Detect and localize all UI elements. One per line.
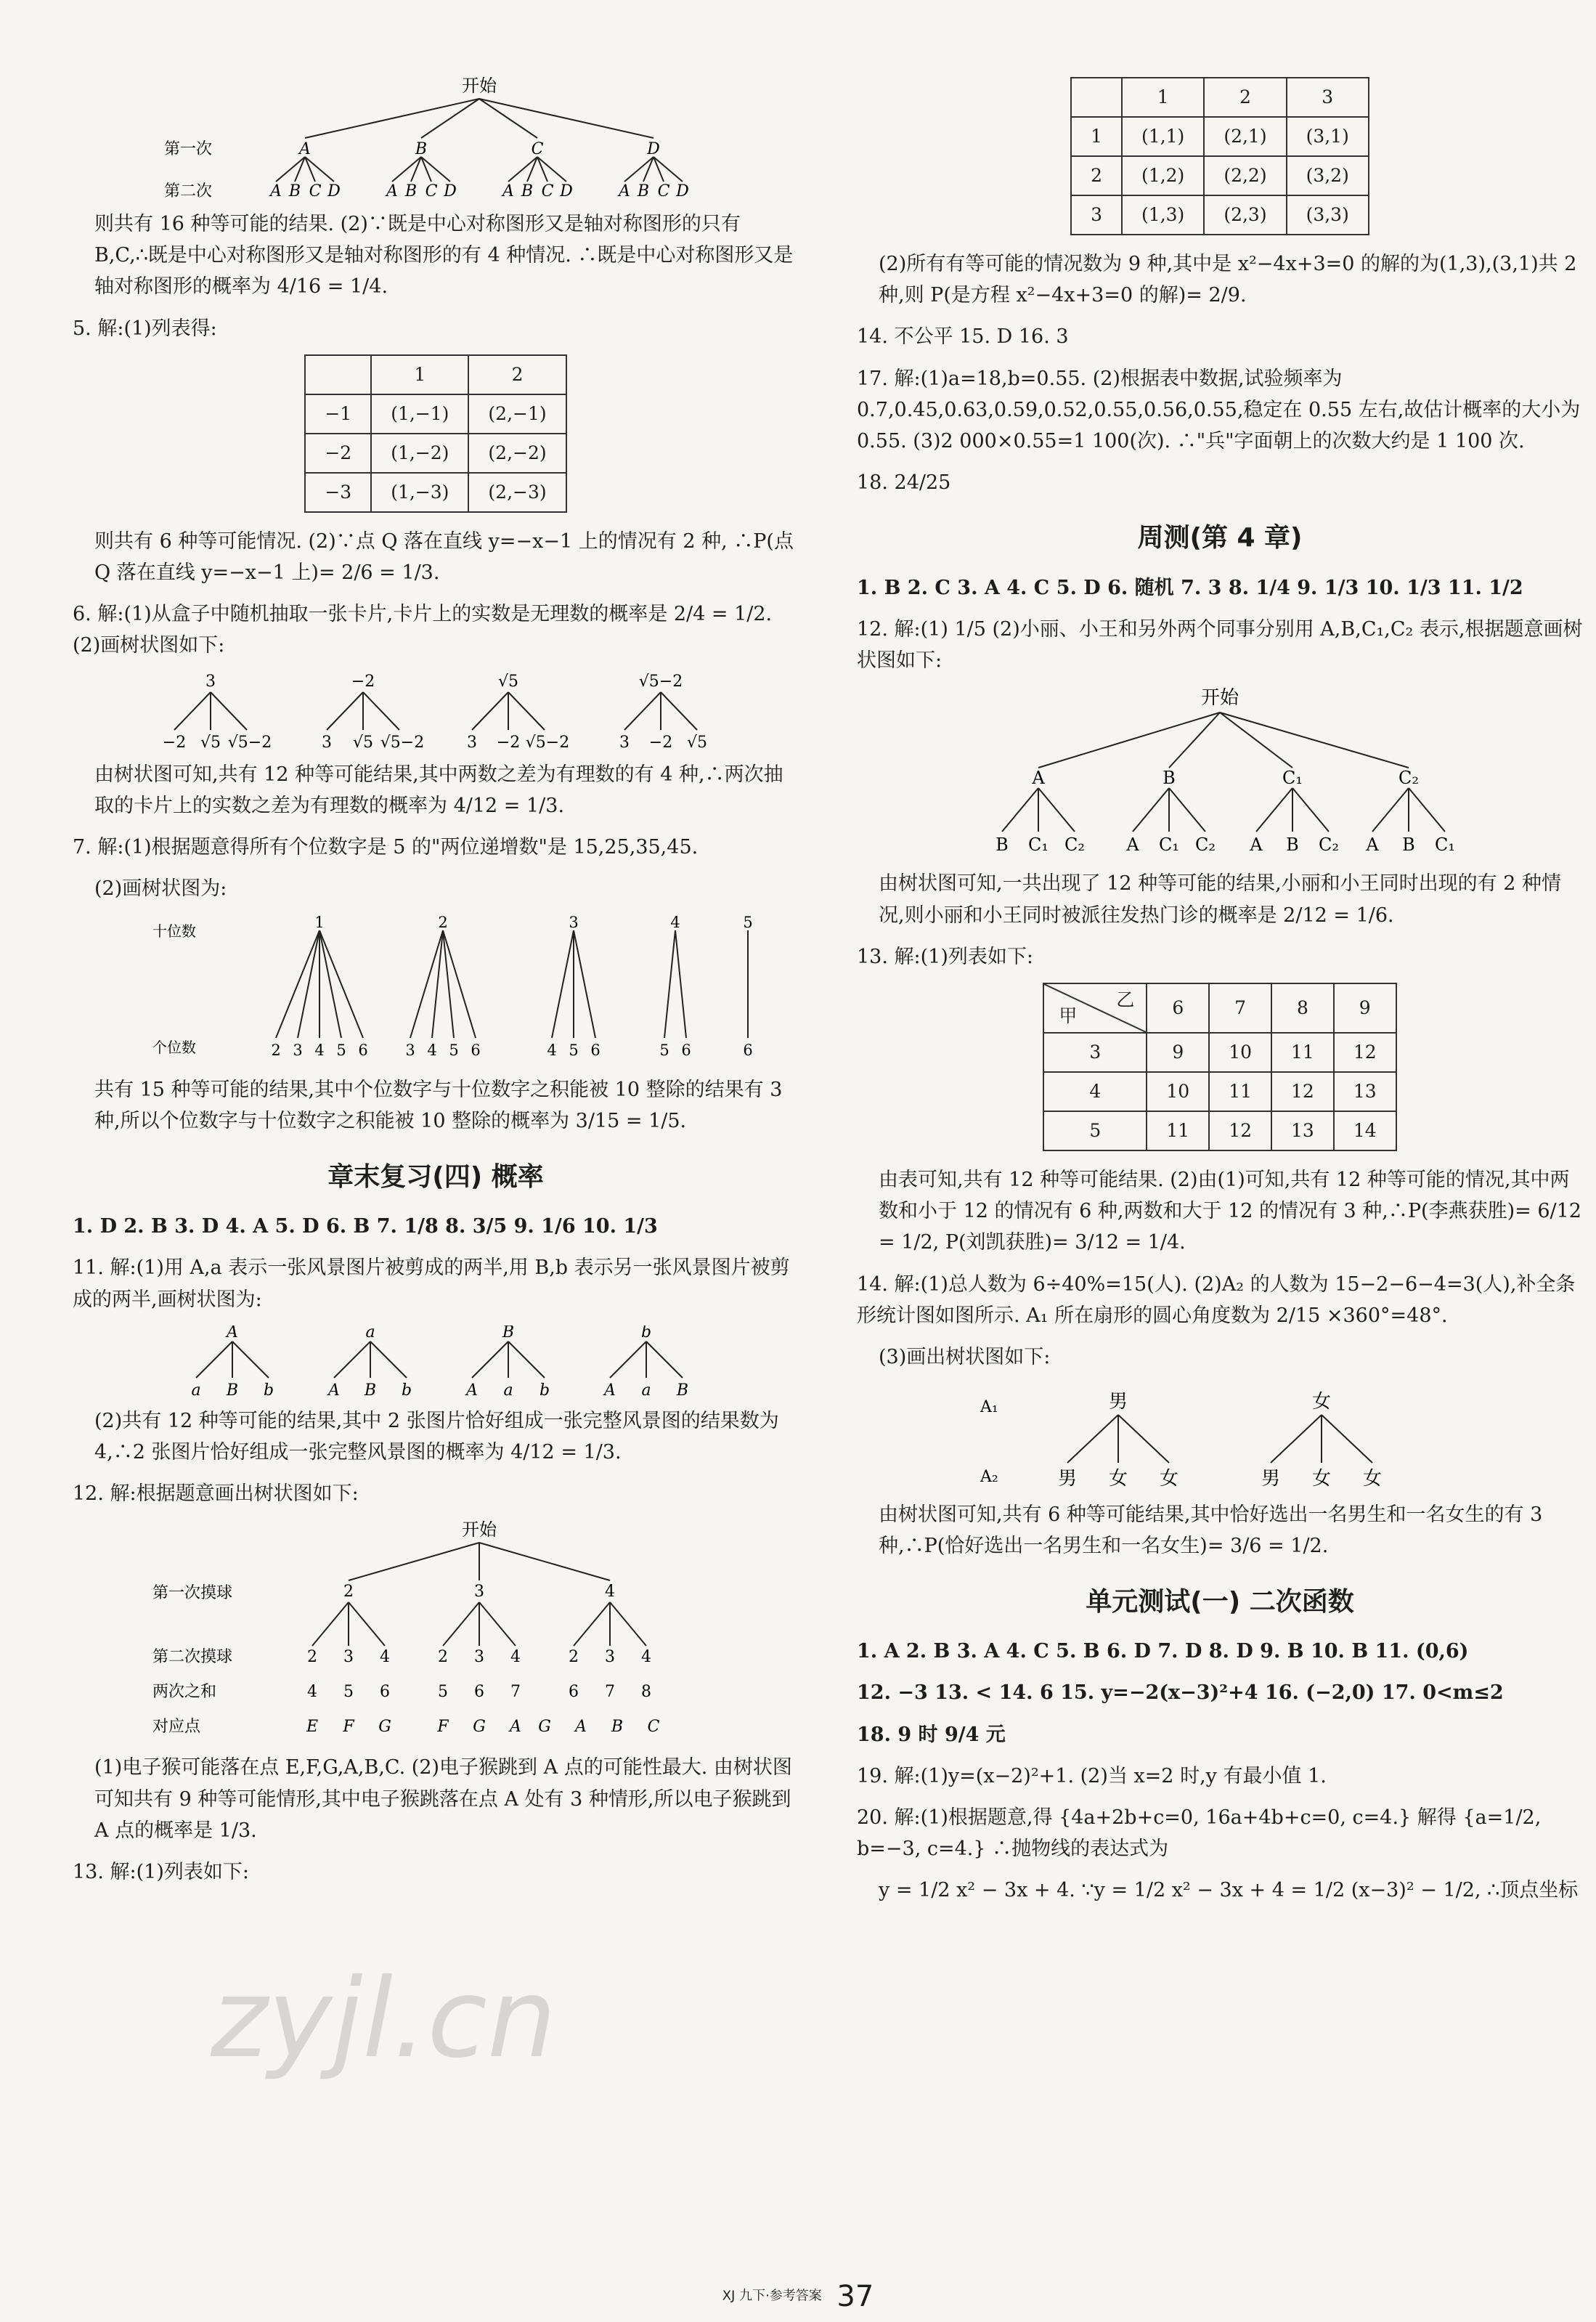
question-14: 14. 解:(1)总人数为 6÷40%=15(人). (2)A₂ 的人数为 15−2−6−4=3(人),补全条形统计图如图所示. A₁ 所在扇形的圆心角度数为 2/15 ×360°=48°. <box>857 1272 1576 1327</box>
tree-node: √5−2 <box>380 733 425 752</box>
tree-node: C <box>541 182 554 200</box>
right-column <box>857 70 1583 1916</box>
tree-node: A <box>619 182 630 200</box>
tree-node: A <box>604 1381 616 1398</box>
table-cell: 12 <box>1271 1072 1334 1111</box>
tree-node: 4 <box>510 1648 521 1667</box>
tree-node: 女 <box>1159 1468 1179 1490</box>
table-cell: 7 <box>1209 983 1271 1033</box>
answer-paragraph: (2)所有有等可能的情况数为 9 种,其中是 x²−4x+3=0 的解的为(1,3),(3,1)共 2 种,则 P(是方程 x²−4x+3=0 的解)= 2/9. <box>879 253 1577 307</box>
tree-node: 6 <box>358 1042 368 1060</box>
tree-node: 3 <box>293 1042 303 1060</box>
table-cell: (3,1) <box>1287 117 1369 156</box>
tree-node: 3 <box>474 1648 484 1667</box>
table-cell: 12 <box>1209 1111 1271 1150</box>
tree-node: C <box>531 140 544 158</box>
footer-label: XJ 九下·参考答案 <box>722 2288 822 2304</box>
question-19: 19. 解:(1)y=(x−2)²+1. (2)当 x=2 时,y 有最小值 1. <box>857 1764 1327 1787</box>
table-cell: 12 <box>1334 1033 1396 1072</box>
table-cell <box>1071 78 1122 117</box>
tree-node: A <box>1366 835 1379 856</box>
tree-node: b <box>401 1381 412 1398</box>
tree-node: 男 <box>1261 1468 1281 1490</box>
table-cell: 10 <box>1209 1033 1271 1072</box>
tree-node: 8 <box>641 1683 651 1702</box>
table-cell: (2,1) <box>1204 117 1286 156</box>
tree-node: A <box>1126 835 1139 856</box>
table-row <box>305 394 566 434</box>
tree-node: B <box>1163 768 1176 789</box>
table-cell: (2,−2) <box>468 434 566 473</box>
multiple-choice-answers: 1. B 2. C 3. A 4. C 5. D 6. 随机 7. 3 8. 1/4 9. 1/3 10. 1/3 11. 1/2 <box>857 576 1523 599</box>
section-title: 周测(第 4 章) <box>1137 523 1303 553</box>
tree-node: 5 <box>743 914 753 932</box>
tree-node: B <box>1402 835 1415 856</box>
tree-node: B <box>1286 835 1299 856</box>
tree-node: 女 <box>1311 1391 1332 1413</box>
tree-node: a <box>641 1381 651 1398</box>
tree-node: C₁ <box>1435 835 1455 856</box>
table-q13a <box>1070 77 1369 235</box>
table-cell: 2 <box>1071 156 1122 195</box>
tree-node: a <box>503 1381 513 1398</box>
tree-node: F <box>343 1718 354 1737</box>
tree-node: A <box>510 1718 521 1737</box>
tree-node: 6 <box>590 1042 600 1060</box>
tree-node: 2 <box>438 914 448 932</box>
tree-label: 个位数 <box>152 1039 196 1057</box>
table-cell: 1 <box>1122 78 1204 117</box>
table-cell: (1,−1) <box>371 394 468 434</box>
tree-node: √5 <box>352 733 374 752</box>
table-cell: (1,1) <box>1122 117 1204 156</box>
table-row <box>1071 78 1369 117</box>
tree-node: √5−2 <box>638 672 683 691</box>
tree-node: √5 <box>497 672 519 691</box>
tree-node: 1 <box>314 914 325 932</box>
answer-paragraph: 由树状图可知,共有 6 种等可能结果,其中恰好选出一名男生和一名女生的有 3 种,∴P(恰好选出一名男生和一名女生)= 3/6 = 1/2. <box>879 1503 1543 1558</box>
table-corner-cell <box>1043 983 1147 1033</box>
tree-node: √5−2 <box>525 733 570 752</box>
tree-node: A <box>270 182 282 200</box>
table-cell: (1,−3) <box>371 473 468 512</box>
tree-node: −2 <box>162 733 187 752</box>
tree-node: B <box>288 182 301 200</box>
tree-node: 4 <box>380 1648 390 1667</box>
tree-label: 两次之和 <box>152 1683 217 1702</box>
table-cell: 14 <box>1334 1111 1396 1150</box>
answer-paragraph: 由树状图可知,共有 12 种等可能结果,其中两数之差为有理数的有 4 种,∴两次抽取的卡片上的实数之差为有理数的概率为 4/12 = 1/3. <box>94 763 783 817</box>
table-cell: (1,−2) <box>371 434 468 473</box>
answer-paragraph: 则共有 6 种等可能情况. (2)∵点 Q 落在直线 y=−x−1 上的情况有 2 种, ∴P(点 Q 落在直线 y=−x−1 上)= 2/6 = 1/3. <box>94 529 794 584</box>
table-cell: (2,3) <box>1204 195 1286 235</box>
tree-node: −2 <box>351 672 375 691</box>
table-cell: 5 <box>1043 1111 1147 1150</box>
tree-root: 开始 <box>462 1519 497 1540</box>
tree-node: A <box>299 140 311 158</box>
table-row <box>1071 156 1369 195</box>
question-12: 12. 解:(1) 1/5 (2)小丽、小王和另外两个同事分别用 A,B,C₁,C₂ 表示,根据题意画树状图如下: <box>857 618 1583 673</box>
tree-node: D <box>327 182 341 200</box>
table-cell: 9 <box>1147 1033 1209 1072</box>
table-cell: −3 <box>305 473 371 512</box>
tree-node: C <box>309 182 322 200</box>
table-cell: 4 <box>1043 1072 1147 1111</box>
table-cell: 11 <box>1147 1111 1209 1150</box>
table-cell: 2 <box>1204 78 1286 117</box>
question-13: 13. 解:(1)列表如下: <box>857 945 1033 968</box>
table-cell: −2 <box>305 434 371 473</box>
tree-node: D <box>676 182 689 200</box>
tree-node: 3 <box>569 914 579 932</box>
tree-node: G <box>378 1718 391 1737</box>
tree-node: C₂ <box>1319 835 1339 856</box>
tree-node: A <box>466 1381 478 1398</box>
tree-node: F <box>437 1718 449 1737</box>
tree-node: 2 <box>343 1583 354 1602</box>
page-footer <box>0 2273 1596 2320</box>
question-12: 12. 解:根据题意画出树状图如下: <box>73 1482 359 1506</box>
answer-paragraph: 由树状图可知,一共出现了 12 种等可能的结果,小丽和小王同时出现的有 2 种情况,则小丽和小王同时被派往发热门诊的概率是 2/12 = 1/6. <box>879 872 1562 927</box>
tree-node: C₂ <box>1398 768 1419 789</box>
tree-node: √5−2 <box>227 733 272 752</box>
table-cell: (1,3) <box>1122 195 1204 235</box>
answer-paragraph: 共有 15 种等可能的结果,其中个位数字与十位数字之积能被 10 整除的结果有 3 种,所以个位数字与十位数字之积能被 10 整除的概率为 3/15 = 1/5. <box>94 1079 783 1133</box>
table-cell <box>305 355 371 394</box>
tree-label: 第二次摸球 <box>152 1648 233 1667</box>
table-cell: 2 <box>468 355 566 394</box>
tree-node: 2 <box>307 1648 317 1667</box>
tree-node: A <box>1032 768 1045 789</box>
tree-node: a <box>191 1381 201 1398</box>
question-7: 7. 解:(1)根据题意得所有个位数字是 5 的"两位递增数"是 15,25,35,45. <box>73 835 699 858</box>
tree-node: B <box>676 1381 689 1398</box>
tree-node: G <box>538 1718 551 1737</box>
tree-node: B <box>502 1325 515 1341</box>
tree-node: C <box>647 1718 660 1737</box>
page-number: 37 <box>836 2280 874 2313</box>
tree-node: D <box>647 140 660 158</box>
table-cell: 8 <box>1271 983 1334 1033</box>
tree-node: E <box>306 1718 319 1737</box>
tree-node: A <box>502 182 514 200</box>
watermark: zyjl.cn <box>211 1956 557 2082</box>
table-cell: (3,2) <box>1287 156 1369 195</box>
table-cell: (2,−1) <box>468 394 566 434</box>
table-cell: 13 <box>1271 1111 1334 1150</box>
section-title: 单元测试(一) 二次函数 <box>1086 1586 1354 1617</box>
tree-node: 6 <box>681 1042 691 1060</box>
table-cell: 11 <box>1271 1033 1334 1072</box>
answer-paragraph: 则共有 16 种等可能的结果. (2)∵既是中心对称图形又是轴对称图形的只有 B,C,∴既是中心对称图形又是轴对称图形的有 4 种情况. ∴既是中心对称图形又是轴对称图形的概率为 4/16 = 1/4. <box>94 213 794 299</box>
tree-node: 女 <box>1108 1468 1128 1490</box>
tree-node: 男 <box>1057 1468 1078 1490</box>
tree-node: √5 <box>686 733 708 752</box>
table-row <box>305 434 566 473</box>
corner-label-top: 乙 <box>1116 989 1135 1011</box>
tree-label: 对应点 <box>152 1718 201 1737</box>
tree-node: 4 <box>670 914 680 932</box>
tree-q11 <box>160 1326 712 1398</box>
table-cell: 13 <box>1334 1072 1396 1111</box>
tree-node: C₂ <box>1064 835 1085 856</box>
tree-node: B <box>611 1718 624 1737</box>
tree-node: B <box>637 182 650 200</box>
answer-paragraph: 17. 解:(1)a=18,b=0.55. (2)根据表中数据,试验频率为 0.7,0.45,0.63,0.59,0.52,0.55,0.56,0.55,稳定在 0.55 左右,故估计概率的大小为 0.55. (3)2 000×0.55=1 100(次). ∴"兵"字面朝上的次数大约是 1 100 次. <box>857 367 1581 452</box>
table-cell: 10 <box>1147 1072 1209 1111</box>
answer-paragraph: 由表可知,共有 12 种等可能结果. (2)由(1)可知,共有 12 种等可能的情况,其中两数和小于 12 的情况有 6 种,两数和大于 12 的情况有 3 种,∴P(李燕获胜)= 6/12 = 1/2, P(刘凯获胜)= 3/12 = 1/4. <box>879 1169 1581 1254</box>
tree-node: C <box>425 182 438 200</box>
tree-node: b <box>640 1325 652 1341</box>
tree-node: 3 <box>605 1648 615 1667</box>
tree-top-row1-label: 第一次 <box>164 140 213 158</box>
tree-node: 4 <box>641 1648 651 1667</box>
tree-node: 男 <box>1108 1391 1128 1413</box>
answer-paragraph: (2)共有 12 种等可能的结果,其中 2 张图片恰好组成一张完整风景图的结果数为 4,∴2 张图片恰好组成一张完整风景图的概率为 4/12 = 1/3. <box>94 1409 779 1464</box>
tree-node: 3 <box>322 733 332 752</box>
table-cell: 3 <box>1287 78 1369 117</box>
tree-node: 3 <box>343 1648 354 1667</box>
tree-node: 6 <box>471 1042 481 1060</box>
table-cell: 9 <box>1334 983 1396 1033</box>
tree-node: 6 <box>569 1683 579 1702</box>
tree-node: 6 <box>743 1042 753 1060</box>
tree-root: 开始 <box>1200 687 1239 710</box>
fill-blank-answers: 12. −3 13. < 14. 6 15. y=−2(x−3)²+4 16. (−2,0) 17. 0<m≤2 <box>857 1681 1504 1705</box>
fill-blank-answers: 18. 9 时 9/4 元 <box>857 1723 1006 1746</box>
tree-node: 5 <box>449 1042 459 1060</box>
table-row <box>305 355 566 394</box>
left-column <box>73 70 799 1898</box>
answer-paragraph: 18. 24/25 <box>857 471 951 495</box>
tree-node: A <box>575 1718 587 1737</box>
tree-node: C₁ <box>1282 768 1303 789</box>
table-cell: (1,2) <box>1122 156 1204 195</box>
tree-node: 3 <box>205 672 216 691</box>
table-cell: −1 <box>305 394 371 434</box>
tree-node: −2 <box>648 733 673 752</box>
table-cell: (3,3) <box>1287 195 1369 235</box>
tree-node: 3 <box>467 733 477 752</box>
corner-label-bottom: 甲 <box>1059 1005 1078 1027</box>
tree-node: B <box>404 182 418 200</box>
tree-node: √5 <box>200 733 221 752</box>
section-title: 章末复习(四) 概率 <box>327 1161 544 1192</box>
tree-q12 <box>138 1519 733 1745</box>
tree-label: 第一次摸球 <box>152 1584 233 1603</box>
table-q13-right <box>1043 983 1396 1151</box>
tree-node: 3 <box>619 733 630 752</box>
tree-node: C₁ <box>1028 835 1049 856</box>
tree-node: B <box>415 140 428 158</box>
tree-node: 3 <box>405 1042 415 1060</box>
table-cell: 3 <box>1043 1033 1147 1072</box>
question-5: 5. 解:(1)列表得: <box>73 317 217 340</box>
tree-node: C₂ <box>1195 835 1216 856</box>
tree-node: 2 <box>271 1042 281 1060</box>
tree-node: 4 <box>547 1042 557 1060</box>
tree-node: B <box>364 1381 377 1398</box>
tree-node: G <box>473 1718 486 1737</box>
question-6: 6. 解:(1)从盒子中随机抽取一张卡片,卡片上的实数是无理数的概率是 2/4 = 1/2. (2)画树状图如下: <box>73 603 773 657</box>
tree-top-root: 开始 <box>462 76 497 96</box>
question-13: 13. 解:(1)列表如下: <box>73 1860 249 1883</box>
tree-q6 <box>131 672 741 752</box>
table-row <box>1071 195 1369 235</box>
multiple-choice-answers: 1. A 2. B 3. A 4. C 5. B 6. D 7. D 8. D 9. B 10. B 11. (0,6) <box>857 1640 1469 1663</box>
tree-node: 5 <box>438 1683 448 1702</box>
tree-node: 3 <box>474 1583 484 1602</box>
tree-node: 女 <box>1362 1468 1383 1490</box>
table-cell: 1 <box>371 355 468 394</box>
tree-q7 <box>109 914 762 1067</box>
table-cell: (2,−3) <box>468 473 566 512</box>
tree-label: A₁ <box>980 1398 998 1417</box>
tree-node: a <box>365 1325 375 1341</box>
tree-node: 4 <box>307 1683 317 1702</box>
table-q5 <box>304 354 566 513</box>
tree-node: A <box>328 1381 340 1398</box>
tree-q12-right <box>958 686 1481 861</box>
tree-node: 5 <box>659 1042 669 1060</box>
tree-node: 4 <box>605 1583 615 1602</box>
tree-node: 女 <box>1311 1468 1332 1490</box>
tree-top-row2-label: 第二次 <box>164 182 213 200</box>
tree-node: 6 <box>380 1683 390 1702</box>
tree-node: 2 <box>438 1648 448 1667</box>
table-row <box>1043 1072 1396 1111</box>
table-row <box>1043 983 1396 1033</box>
tree-node: 2 <box>569 1648 579 1667</box>
tree-node: −2 <box>496 733 521 752</box>
table-row <box>1071 117 1369 156</box>
answer-paragraph: (3)画出树状图如下: <box>879 1345 1051 1368</box>
answer-paragraph: (1)电子猴可能落在点 E,F,G,A,B,C. (2)电子猴跳到 A 点的可能性最大. 由树状图可知共有 9 种等可能情形,其中电子猴跳落在点 A 处有 3 种情形,所以电子猴跳到 A 点的概率是 1/3. <box>94 1756 792 1842</box>
question-20: 20. 解:(1)根据题意,得 {4a+2b+c=0, 16a+4b+c=0, c=4.} 解得 {a=1/2, b=−3, c=4.} ∴抛物线的表达式为 <box>857 1806 1542 1861</box>
tree-node: b <box>539 1381 550 1398</box>
tree-node: B <box>996 835 1009 856</box>
tree-node: b <box>263 1381 274 1398</box>
tree-node: A <box>1250 835 1263 856</box>
tree-node: C <box>657 182 670 200</box>
tree-node: 4 <box>427 1042 437 1060</box>
multiple-choice-answers: 1. D 2. B 3. D 4. A 5. D 6. B 7. 1/8 8. 3/5 9. 1/6 10. 1/3 <box>73 1215 658 1238</box>
table-cell: 1 <box>1071 117 1122 156</box>
tree-top <box>160 74 712 201</box>
tree-node: 5 <box>343 1683 354 1702</box>
tree-node: 7 <box>510 1683 521 1702</box>
tree-node: 7 <box>605 1683 615 1702</box>
tree-node: B <box>226 1381 239 1398</box>
tree-node: A <box>386 182 398 200</box>
answer-paragraph: (2)画树状图为: <box>94 877 227 901</box>
tree-node: B <box>521 182 534 200</box>
tree-node: D <box>560 182 573 200</box>
tree-node: C₁ <box>1159 835 1179 856</box>
tree-node: 4 <box>314 1042 325 1060</box>
tree-node: 5 <box>336 1042 346 1060</box>
tree-node: D <box>444 182 457 200</box>
table-row <box>305 473 566 512</box>
tree-q14 <box>973 1383 1467 1492</box>
tree-label: A₂ <box>980 1468 998 1487</box>
table-cell: 11 <box>1209 1072 1271 1111</box>
table-row <box>1043 1033 1396 1072</box>
tree-node: A <box>227 1325 238 1341</box>
table-cell: (2,2) <box>1204 156 1286 195</box>
tree-node: 6 <box>474 1683 484 1702</box>
answer-paragraph: y = 1/2 x² − 3x + 4. ∵y = 1/2 x² − 3x + 4 = 1/2 (x−3)² − 1/2, ∴顶点坐标 <box>879 1879 1579 1902</box>
answer-paragraph: 14. 不公平 15. D 16. 3 <box>857 325 1069 349</box>
tree-node: 5 <box>569 1042 579 1060</box>
table-row <box>1043 1111 1396 1150</box>
question-11: 11. 解:(1)用 A,a 表示一张风景图片被剪成的两半,用 B,b 表示另一张风景图片被剪成的两半,画树状图为: <box>73 1257 790 1311</box>
table-cell: 6 <box>1147 983 1209 1033</box>
tree-label: 十位数 <box>152 922 196 941</box>
table-cell: 3 <box>1071 195 1122 235</box>
